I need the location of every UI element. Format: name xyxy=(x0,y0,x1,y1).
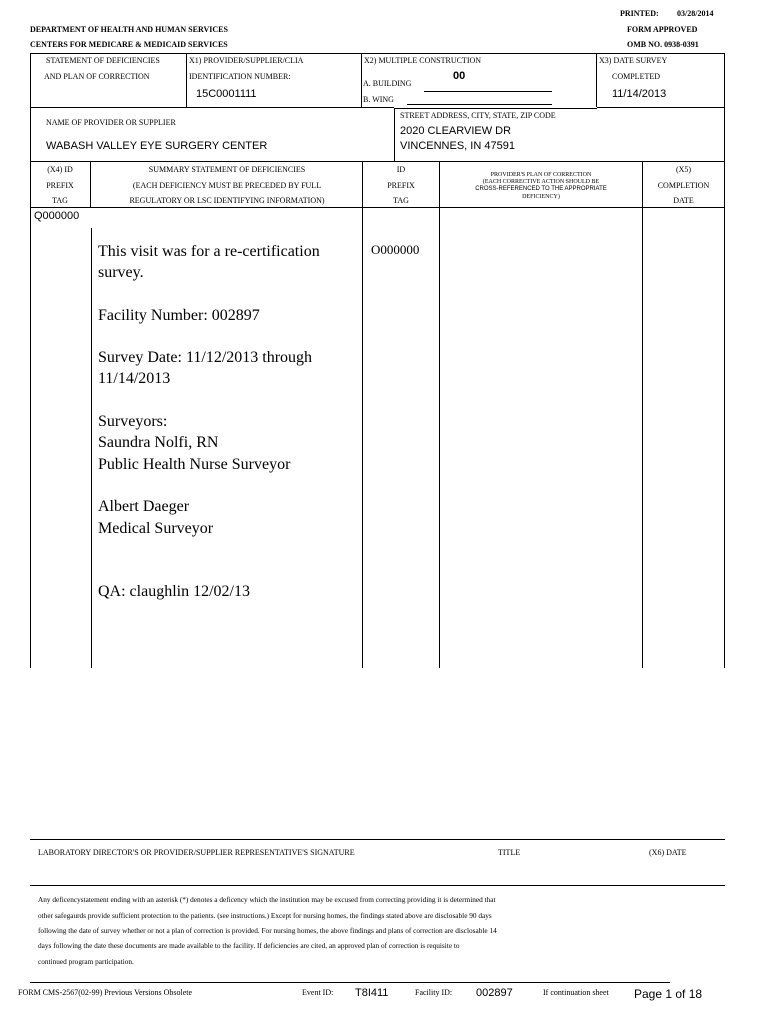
x3-sublabel: COMPLETED xyxy=(612,72,660,81)
summary-header-2: (EACH DEFICIENCY MUST BE PRECEDED BY FULL xyxy=(132,181,322,190)
plan-header-2: (EACH CORRECTIVE ACTION SHOULD BE xyxy=(482,179,600,185)
omb-number: OMB NO. 0938-0391 xyxy=(627,40,699,49)
summary-surveyor-2-name: Albert Daeger xyxy=(98,498,190,515)
summary-surveyor-1-title: Public Health Nurse Surveyor xyxy=(98,456,291,473)
summary-surveyors-label: Surveyors: xyxy=(98,413,168,430)
x4-header-2: PREFIX xyxy=(46,181,74,190)
col-divider-x4-header xyxy=(90,161,91,207)
department-title: DEPARTMENT OF HEALTH AND HUMAN SERVICES xyxy=(30,25,228,34)
statement-label-2: AND PLAN OF CORRECTION xyxy=(44,72,150,81)
disclaimer-line-4: days following the date these documents are made available to the facility. If deficiencies are cited, an approved plan of correction is requisite to xyxy=(38,941,460,950)
disclaimer-line-2: other safegaurds provide sufficient protection to the patients. (see instructions.) Except for nursing homes, the findings stated above are disclosable 90 days xyxy=(38,911,492,920)
provider-divider xyxy=(394,108,395,161)
building-underline xyxy=(424,91,552,92)
provider-name-label: NAME OF PROVIDER OR SUPPLIER xyxy=(46,118,176,127)
wing-underline xyxy=(407,104,552,105)
top-box-divider-2 xyxy=(361,53,362,107)
id-header-2: PREFIX xyxy=(387,181,415,190)
provider-name: WABASH VALLEY EYE SURGERY CENTER xyxy=(46,140,268,152)
summary-surveyor-2-title: Medical Surveyor xyxy=(98,520,214,537)
top-box-divider-1 xyxy=(186,53,187,107)
x1-label: X1) PROVIDER/SUPPLIER/CLIA xyxy=(189,56,304,65)
footer-form-number: FORM CMS-2567(02-99) Previous Versions Obsolete xyxy=(18,988,193,997)
signature-title-label: TITLE xyxy=(498,848,521,857)
table-left-border xyxy=(30,161,31,668)
top-box-right-border xyxy=(724,53,725,107)
form-approved: FORM APPROVED xyxy=(627,25,698,34)
address-city-state-zip: VINCENNES, IN 47591 xyxy=(400,140,515,152)
address-street: 2020 CLEARVIEW DR xyxy=(400,125,512,137)
x4-header-3: TAG xyxy=(52,196,68,205)
building-value: 00 xyxy=(453,70,466,82)
survey-completed-date: 11/14/2013 xyxy=(612,88,667,100)
id-header-3: TAG xyxy=(393,196,409,205)
centers-title: CENTERS FOR MEDICARE & MEDICAID SERVICES xyxy=(30,40,228,49)
col-divider-summary xyxy=(362,161,363,668)
plan-header-1: PROVIDER'S PLAN OF CORRECTION xyxy=(490,172,592,178)
top-box-bottom-border-right xyxy=(597,107,725,108)
summary-facility-number: Facility Number: 002897 xyxy=(98,307,260,324)
printed-label: PRINTED: xyxy=(620,9,659,18)
summary-qa: QA: claughlin 12/02/13 xyxy=(98,583,250,600)
statement-label-1: STATEMENT OF DEFICIENCIES xyxy=(46,56,160,65)
x1-identification-number: 15C0001111 xyxy=(196,88,257,100)
address-top-border xyxy=(394,108,597,109)
summary-surveyor-1-name: Saundra Nolfi, RN xyxy=(98,434,219,451)
disclaimer-line-3: following the date of survey whether or not a plan of correction is provided. For nursing homes, the above findings and plans of correction are disclosable 14 xyxy=(38,926,497,935)
continuation-label: If continuation sheet xyxy=(543,988,609,997)
address-label: STREET ADDRESS, CITY, STATE, ZIP CODE xyxy=(400,111,556,120)
col-divider-x4-body xyxy=(91,228,92,668)
column-header-bottom-border xyxy=(30,207,725,208)
summary-survey-date: Survey Date: 11/12/2013 through 11/14/2013 xyxy=(98,349,313,387)
id-prefix-tag: O000000 xyxy=(371,242,420,257)
x4-header-1: (X4) ID xyxy=(47,165,73,174)
signature-date-label: (X6) DATE xyxy=(649,848,687,857)
event-id-label: Event ID: xyxy=(302,988,334,997)
col-divider-plan xyxy=(642,161,643,668)
plan-header-4: DEFICIENCY) xyxy=(522,194,560,200)
summary-paragraph-visit: This visit was for a re-certification survey. xyxy=(98,243,320,281)
x3-label: X3) DATE SURVEY xyxy=(599,56,668,65)
top-box-top-border xyxy=(30,53,725,54)
signature-bottom-border xyxy=(30,885,725,886)
x1-sublabel: IDENTIFICATION NUMBER: xyxy=(189,72,291,81)
wing-label: B. WING xyxy=(363,95,394,104)
disclaimer-line-5: continued program participation. xyxy=(38,957,134,966)
x2-label: X2) MULTIPLE CONSTRUCTION xyxy=(364,56,482,65)
summary-header-3: REGULATORY OR LSC IDENTIFYING INFORMATION) xyxy=(129,196,325,205)
signature-label: LABORATORY DIRECTOR'S OR PROVIDER/SUPPLIER REPRESENTATIVE'S SIGNATURE xyxy=(38,848,355,857)
id-header-1: ID xyxy=(396,165,406,174)
disclaimer-line-1: Any deficencystatement ending with an asterisk (*) denotes a deficency which the institution may be excused from correcting providing it is determined that xyxy=(38,895,496,904)
plan-header-3: CROSS-REFERENCED TO THE APPROPRIATE xyxy=(475,186,607,192)
top-box-bottom-border-left xyxy=(30,107,394,108)
signature-top-border xyxy=(30,839,725,840)
top-box-left-border xyxy=(30,53,31,107)
building-label: A. BUILDING xyxy=(363,79,412,88)
provider-left-border xyxy=(30,107,31,161)
printed-date: 03/28/2014 xyxy=(677,9,714,18)
col-divider-id xyxy=(439,161,440,668)
page-number: Page 1 of 18 xyxy=(634,987,703,1001)
provider-bottom-border xyxy=(30,161,725,162)
footer-rule xyxy=(30,982,670,983)
x5-header-3: DATE xyxy=(673,196,694,205)
table-right-border xyxy=(724,161,725,668)
top-box-divider-3 xyxy=(596,53,597,107)
provider-right-border xyxy=(724,107,725,161)
summary-header-1: SUMMARY STATEMENT OF DEFICIENCIES xyxy=(148,165,306,174)
event-id-value: T8I411 xyxy=(355,987,389,999)
deficiency-tag: Q000000 xyxy=(34,210,80,222)
facility-id-value: 002897 xyxy=(476,987,513,999)
x5-header-2: COMPLETION xyxy=(657,181,710,190)
facility-id-label: Facility ID: xyxy=(415,988,453,997)
x5-header-1: (X5) xyxy=(675,165,692,174)
